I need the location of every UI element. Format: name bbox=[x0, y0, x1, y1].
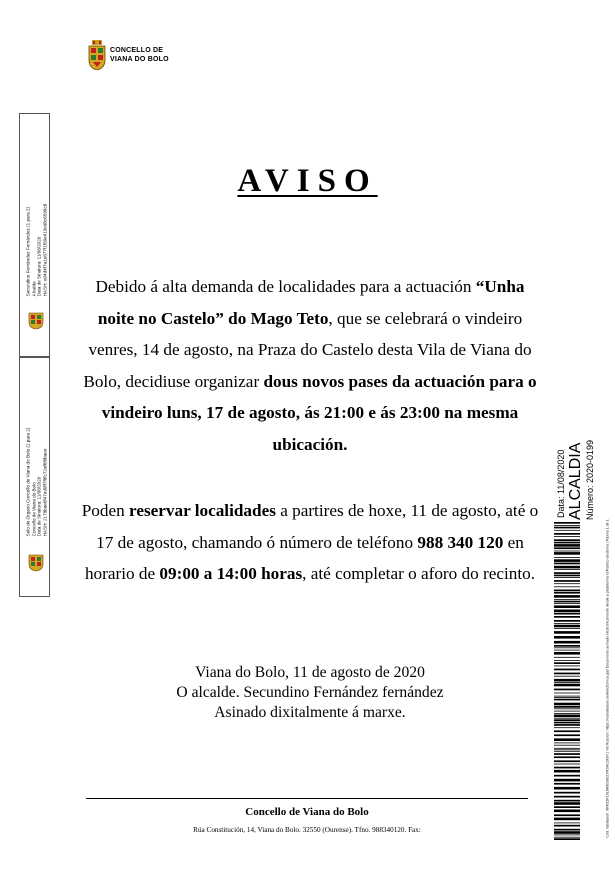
barcode-bar bbox=[554, 814, 580, 816]
barcode-bar bbox=[554, 748, 580, 749]
stamp-coat-of-arms-icon bbox=[28, 554, 44, 572]
org-name-line2: VIANA DO BOLO bbox=[110, 56, 169, 63]
barcode-bar bbox=[554, 738, 580, 741]
barcode-bar bbox=[554, 697, 580, 698]
barcode-bar bbox=[554, 569, 580, 570]
barcode-bar bbox=[554, 719, 580, 721]
barcode-bar bbox=[554, 779, 580, 782]
barcode-bar bbox=[554, 641, 580, 644]
barcode-bar bbox=[554, 818, 580, 821]
barcode-bar bbox=[554, 575, 580, 577]
signature-stamp-2 bbox=[19, 357, 50, 597]
footer-address: Rúa Constitución, 14, Viana do Bolo. 32550 (Ourense). Tfno. 988340120. Fax: bbox=[193, 826, 421, 834]
barcode-bar bbox=[554, 775, 580, 777]
barcode bbox=[554, 522, 580, 840]
barcode-bar bbox=[554, 647, 580, 648]
barcode-bar bbox=[554, 603, 580, 604]
registry-date: Data: 11/08/2020 bbox=[556, 449, 566, 518]
barcode-bar bbox=[554, 682, 580, 683]
stamp-coat-of-arms-icon bbox=[28, 312, 44, 330]
barcode-bar bbox=[554, 699, 580, 701]
barcode-bar bbox=[554, 645, 580, 647]
barcode-bar bbox=[554, 620, 580, 622]
barcode-bar bbox=[554, 572, 580, 574]
registry-number: Número: 2020-0199 bbox=[585, 439, 595, 520]
stamp1-line4: HASH: e04d4f7a1e877f1f09e413ed8c6598c8 bbox=[42, 203, 48, 296]
barcode-bar bbox=[554, 770, 580, 773]
barcode-bar bbox=[554, 715, 580, 718]
signature-block bbox=[80, 663, 540, 723]
coat-of-arms-icon bbox=[88, 40, 106, 70]
barcode-bar bbox=[554, 628, 580, 629]
barcode-bar bbox=[554, 767, 580, 769]
barcode-bar bbox=[554, 660, 580, 661]
barcode-bar bbox=[554, 838, 580, 840]
barcode-bar bbox=[554, 527, 580, 529]
barcode-bar bbox=[554, 539, 580, 541]
barcode-bar bbox=[554, 676, 580, 677]
footer-org-name: Concello de Viana do Bolo bbox=[245, 806, 369, 818]
barcode-bar bbox=[554, 718, 580, 719]
barcode-bar bbox=[554, 730, 580, 732]
stamp2-line2: Concello de Viana do Bolo bbox=[31, 481, 37, 536]
signature-stamp-1 bbox=[19, 113, 50, 357]
barcode-bar bbox=[554, 756, 580, 758]
page-title: AVISO bbox=[237, 163, 378, 199]
barcode-bar bbox=[554, 734, 580, 736]
stamp1-line2: Alcalde bbox=[31, 280, 37, 296]
barcode-bar bbox=[554, 577, 580, 578]
barcode-bar bbox=[554, 825, 580, 827]
barcode-bar bbox=[554, 599, 580, 600]
barcode-bar bbox=[554, 764, 580, 765]
barcode-bar bbox=[554, 751, 580, 752]
barcode-bar bbox=[554, 706, 580, 708]
stamp2-line1: Selo de Órgano Concello de Viana do Bolo (2 para 2) bbox=[25, 427, 31, 536]
barcode-bar bbox=[554, 525, 580, 526]
barcode-bar bbox=[554, 760, 580, 762]
barcode-bar bbox=[554, 810, 580, 813]
barcode-bar bbox=[554, 544, 580, 547]
barcode-bar bbox=[554, 792, 580, 794]
barcode-bar bbox=[554, 533, 580, 535]
org-name-line1: CONCELLO DE bbox=[110, 47, 164, 54]
barcode-bar bbox=[554, 800, 580, 802]
barcode-bar bbox=[554, 684, 580, 687]
stamp1-line1: Secundino Fernández Fernández (1 para 2) bbox=[25, 206, 31, 296]
barcode-bar bbox=[554, 831, 580, 834]
barcode-bar bbox=[554, 563, 580, 565]
barcode-bar bbox=[554, 610, 580, 613]
barcode-bar bbox=[554, 829, 580, 831]
barcode-bar bbox=[554, 727, 580, 728]
barcode-bar bbox=[554, 724, 580, 726]
barcode-bar bbox=[554, 835, 580, 836]
barcode-bar bbox=[554, 586, 580, 587]
verification-text-block bbox=[582, 520, 610, 838]
barcode-bar bbox=[554, 693, 580, 694]
stamp2-line4: HASH: 2178bae6f47ed0ff7f8fc72af6f6baee bbox=[42, 448, 48, 536]
barcode-bar bbox=[554, 547, 580, 549]
barcode-bar bbox=[554, 689, 580, 691]
barcode-bar bbox=[554, 703, 580, 706]
signature-signer: O alcalde. Secundino Fernández fernández bbox=[176, 684, 444, 701]
barcode-bar bbox=[554, 613, 580, 615]
stamp1-line3: Data de Sinatura: 11/08/2020 bbox=[36, 236, 42, 296]
barcode-bar bbox=[554, 551, 580, 552]
barcode-bar bbox=[554, 745, 580, 746]
barcode-bar bbox=[554, 652, 580, 655]
registry-department: ALCALDIA bbox=[567, 442, 584, 520]
barcode-bar bbox=[554, 802, 580, 805]
barcode-bar bbox=[554, 711, 580, 712]
barcode-bar bbox=[554, 823, 580, 824]
barcode-bar bbox=[554, 783, 580, 785]
barcode-bar bbox=[554, 753, 580, 755]
barcode-bar bbox=[554, 552, 580, 555]
barcode-bar bbox=[554, 708, 580, 709]
barcode-bar bbox=[554, 605, 580, 608]
verification-text: Cód. Validación: 6RK52PLXLM66S9G2YRSAC2K9Y | Verificación: https://vianadobolo.sedelectronica.gal/ Documento asinado electrónicamente desde a plataforma esPublico Gestiona | Páxina 1 de 1 bbox=[605, 519, 610, 838]
barcode-bar bbox=[554, 636, 580, 639]
stamp2-line3: Data de Sinatura: 11/08/2020 bbox=[36, 476, 42, 536]
barcode-bar bbox=[554, 536, 580, 537]
notice-paragraph-2: Poden reservar localidades a partires de hoxe, 11 de agosto, até o 17 de agosto, chamando ó número de teléfono 988 340 120 en horario de 09:00 a 14:00 horas, até completar o aforo do recinto. bbox=[81, 501, 539, 583]
barcode-bar bbox=[554, 662, 580, 664]
barcode-bar bbox=[554, 631, 580, 634]
barcode-bar bbox=[554, 666, 580, 667]
barcode-bar bbox=[554, 787, 580, 790]
barcode-bar bbox=[554, 625, 580, 628]
barcode-bar bbox=[554, 595, 580, 598]
footer-divider bbox=[86, 798, 528, 799]
barcode-bar bbox=[554, 583, 580, 584]
barcode-bar bbox=[554, 557, 580, 558]
signature-date: Viana do Bolo, 11 de agosto de 2020 bbox=[195, 664, 425, 681]
barcode-bar bbox=[554, 616, 580, 618]
barcode-bar bbox=[554, 566, 580, 569]
registry-stamp bbox=[556, 340, 606, 520]
barcode-bar bbox=[554, 650, 580, 651]
barcode-bar bbox=[554, 559, 580, 562]
barcode-bar bbox=[554, 713, 580, 714]
barcode-bar bbox=[554, 522, 580, 524]
barcode-bar bbox=[554, 590, 580, 592]
barcode-bar bbox=[554, 743, 580, 744]
barcode-bar bbox=[554, 580, 580, 582]
barcode-bar bbox=[554, 696, 580, 697]
barcode-bar bbox=[554, 837, 580, 838]
barcode-bar bbox=[554, 530, 580, 531]
signature-note: Asinado dixitalmente á marxe. bbox=[214, 704, 406, 721]
barcode-bar bbox=[554, 679, 580, 682]
barcode-bar bbox=[554, 749, 580, 750]
barcode-bar bbox=[554, 796, 580, 798]
barcode-bar bbox=[554, 806, 580, 808]
barcode-bar bbox=[554, 722, 580, 724]
barcode-bar bbox=[554, 542, 580, 544]
barcode-bar bbox=[554, 601, 580, 603]
barcode-bar bbox=[554, 623, 580, 624]
barcode-bar bbox=[554, 673, 580, 675]
notice-paragraph-1: Debido á alta demanda de localidades para a actuación “Unha noite no Castelo” do Mago Teto, que se celebrará o vindeiro venres, 14 de agosto, na Praza do Castelo desta Vila de Viana do Bolo, decidiuse organizar dous novos pases da actuación para o vindeiro luns, 17 de agosto, ás 21:00 e ás 23:00 na mesma ubicación. bbox=[83, 277, 537, 454]
barcode-bar bbox=[554, 592, 580, 594]
barcode-bar bbox=[554, 657, 580, 658]
barcode-bar bbox=[554, 669, 580, 671]
header-logo bbox=[88, 40, 169, 70]
